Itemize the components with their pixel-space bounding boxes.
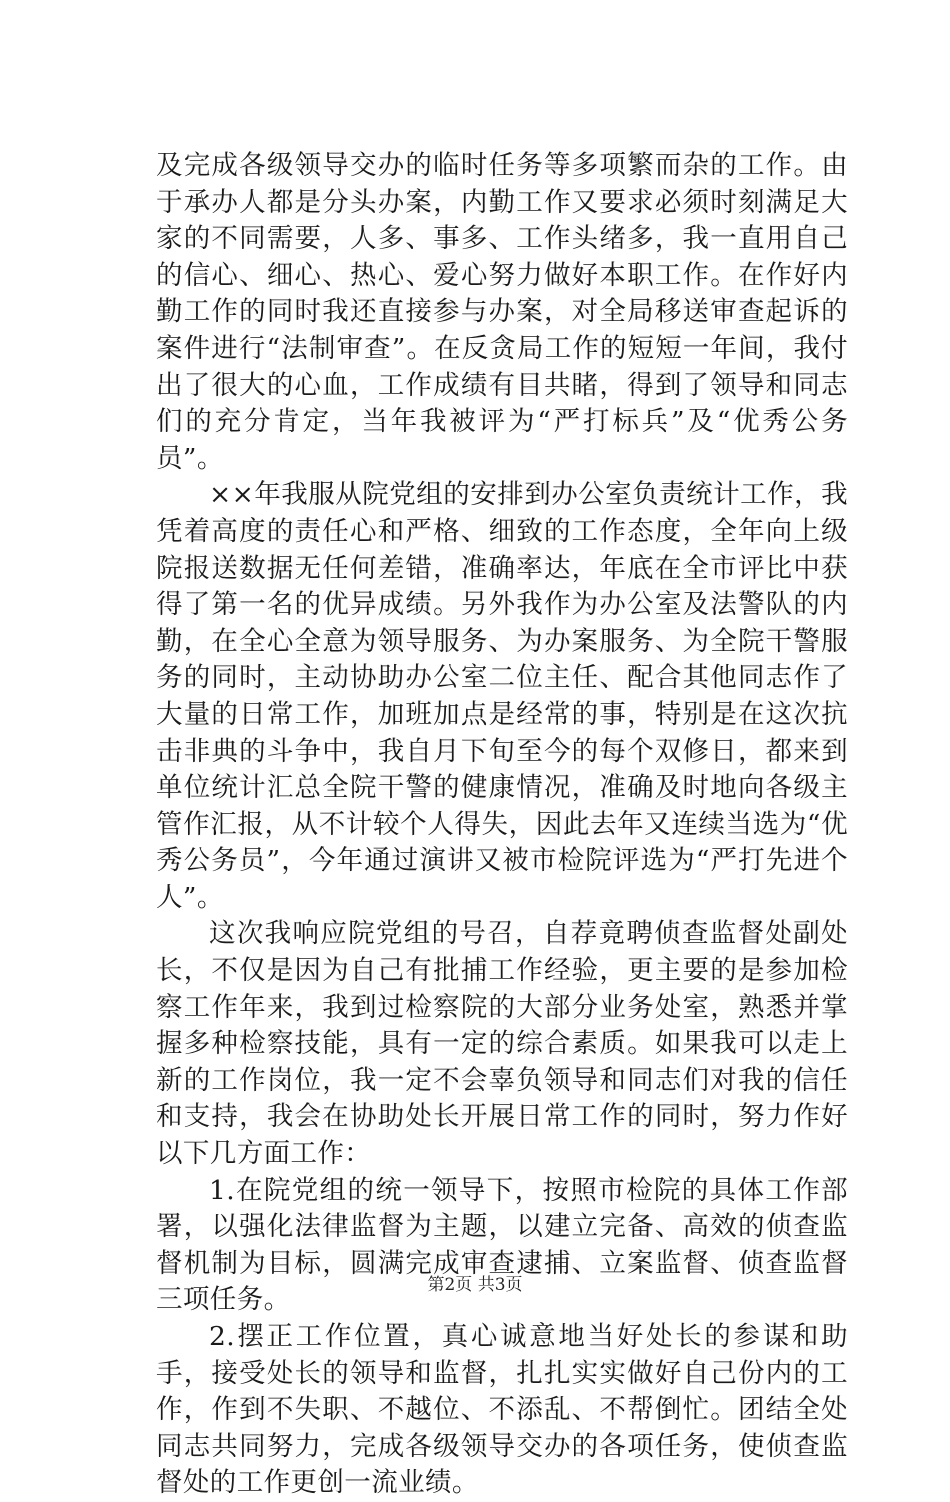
paragraph-3: 这次我响应院党组的号召，自荐竟聘侦查监督处副处长，不仅是因为自己有批捕工作经验，更主要的是参加检察工作年来，我到过检察院的大部分业务处室，熟悉并掌握多种检察技能，具有一定的综合素质。如果我可以走上新的工作岗位，我一定不会辜负领导和同志们对我的信任和支持，我会在协助处长开展日常工作的同时，努力作好以下几方面工作： [156,918,848,1170]
paragraph-1: 及完成各级领导交办的临时任务等多项繁而杂的工作。由于承办人都是分头办案，内勤工作又要求必须时刻满足大家的不同需要，人多、事多、工作头绪多，我一直用自己的信心、细心、热心、爱心努力做好本职工作。在作好内勤工作的同时我还直接参与办案，对全局移送审查起诉的案件进行“法制审查”。在反贪局工作的短短一年间，我付出了很大的心血，工作成绩有目共睹，得到了领导和同志们的充分肯定，当年我被评为“严打标兵”及“优秀公务员”。 [156,150,848,474]
document-body [156,148,848,1502]
paragraph-5: 2.摆正工作位置，真心诚意地当好处长的参谋和助手，接受处长的领导和监督，扎扎实实做好自己份内的工作，作到不失职、不越位、不添乱、不帮倒忙。团结全处同志共同努力，完成各级领导交办的各项任务，使侦查监督处的工作更创一流业绩。 [156,1321,848,1499]
paragraph-4: 1.在院党组的统一领导下，按照市检院的具体工作部署，以强化法律监督为主题，以建立完备、高效的侦查监督机制为目标，圆满完成审查逮捕、立案监督、侦查监督三项任务。 [156,1174,848,1316]
paragraph-2: ××年我服从院党组的安排到办公室负责统计工作，我凭着高度的责任心和严格、细致的工作态度，全年向上级院报送数据无任何差错，准确率达，年底在全市评比中获得了第一名的优异成绩。另外我作为办公室及法警队的内勤，在全心全意为领导服务、为办案服务、为全院干警服务的同时，主动协助办公室二位主任、配合其他同志作了大量的日常工作，加班加点是经常的事，特别是在这次抗击非典的斗争中，我自月下旬至今的每个双修日，都来到单位统计汇总全院干警的健康情况，准确及时地向各级主管作汇报，从不计较个人得失，因此去年又连续当选为“优秀公务员”，今年通过演讲又被市检院评选为“严打先进个人”。 [156,479,848,913]
page-footer: 第2页 共3页 [427,1275,523,1295]
